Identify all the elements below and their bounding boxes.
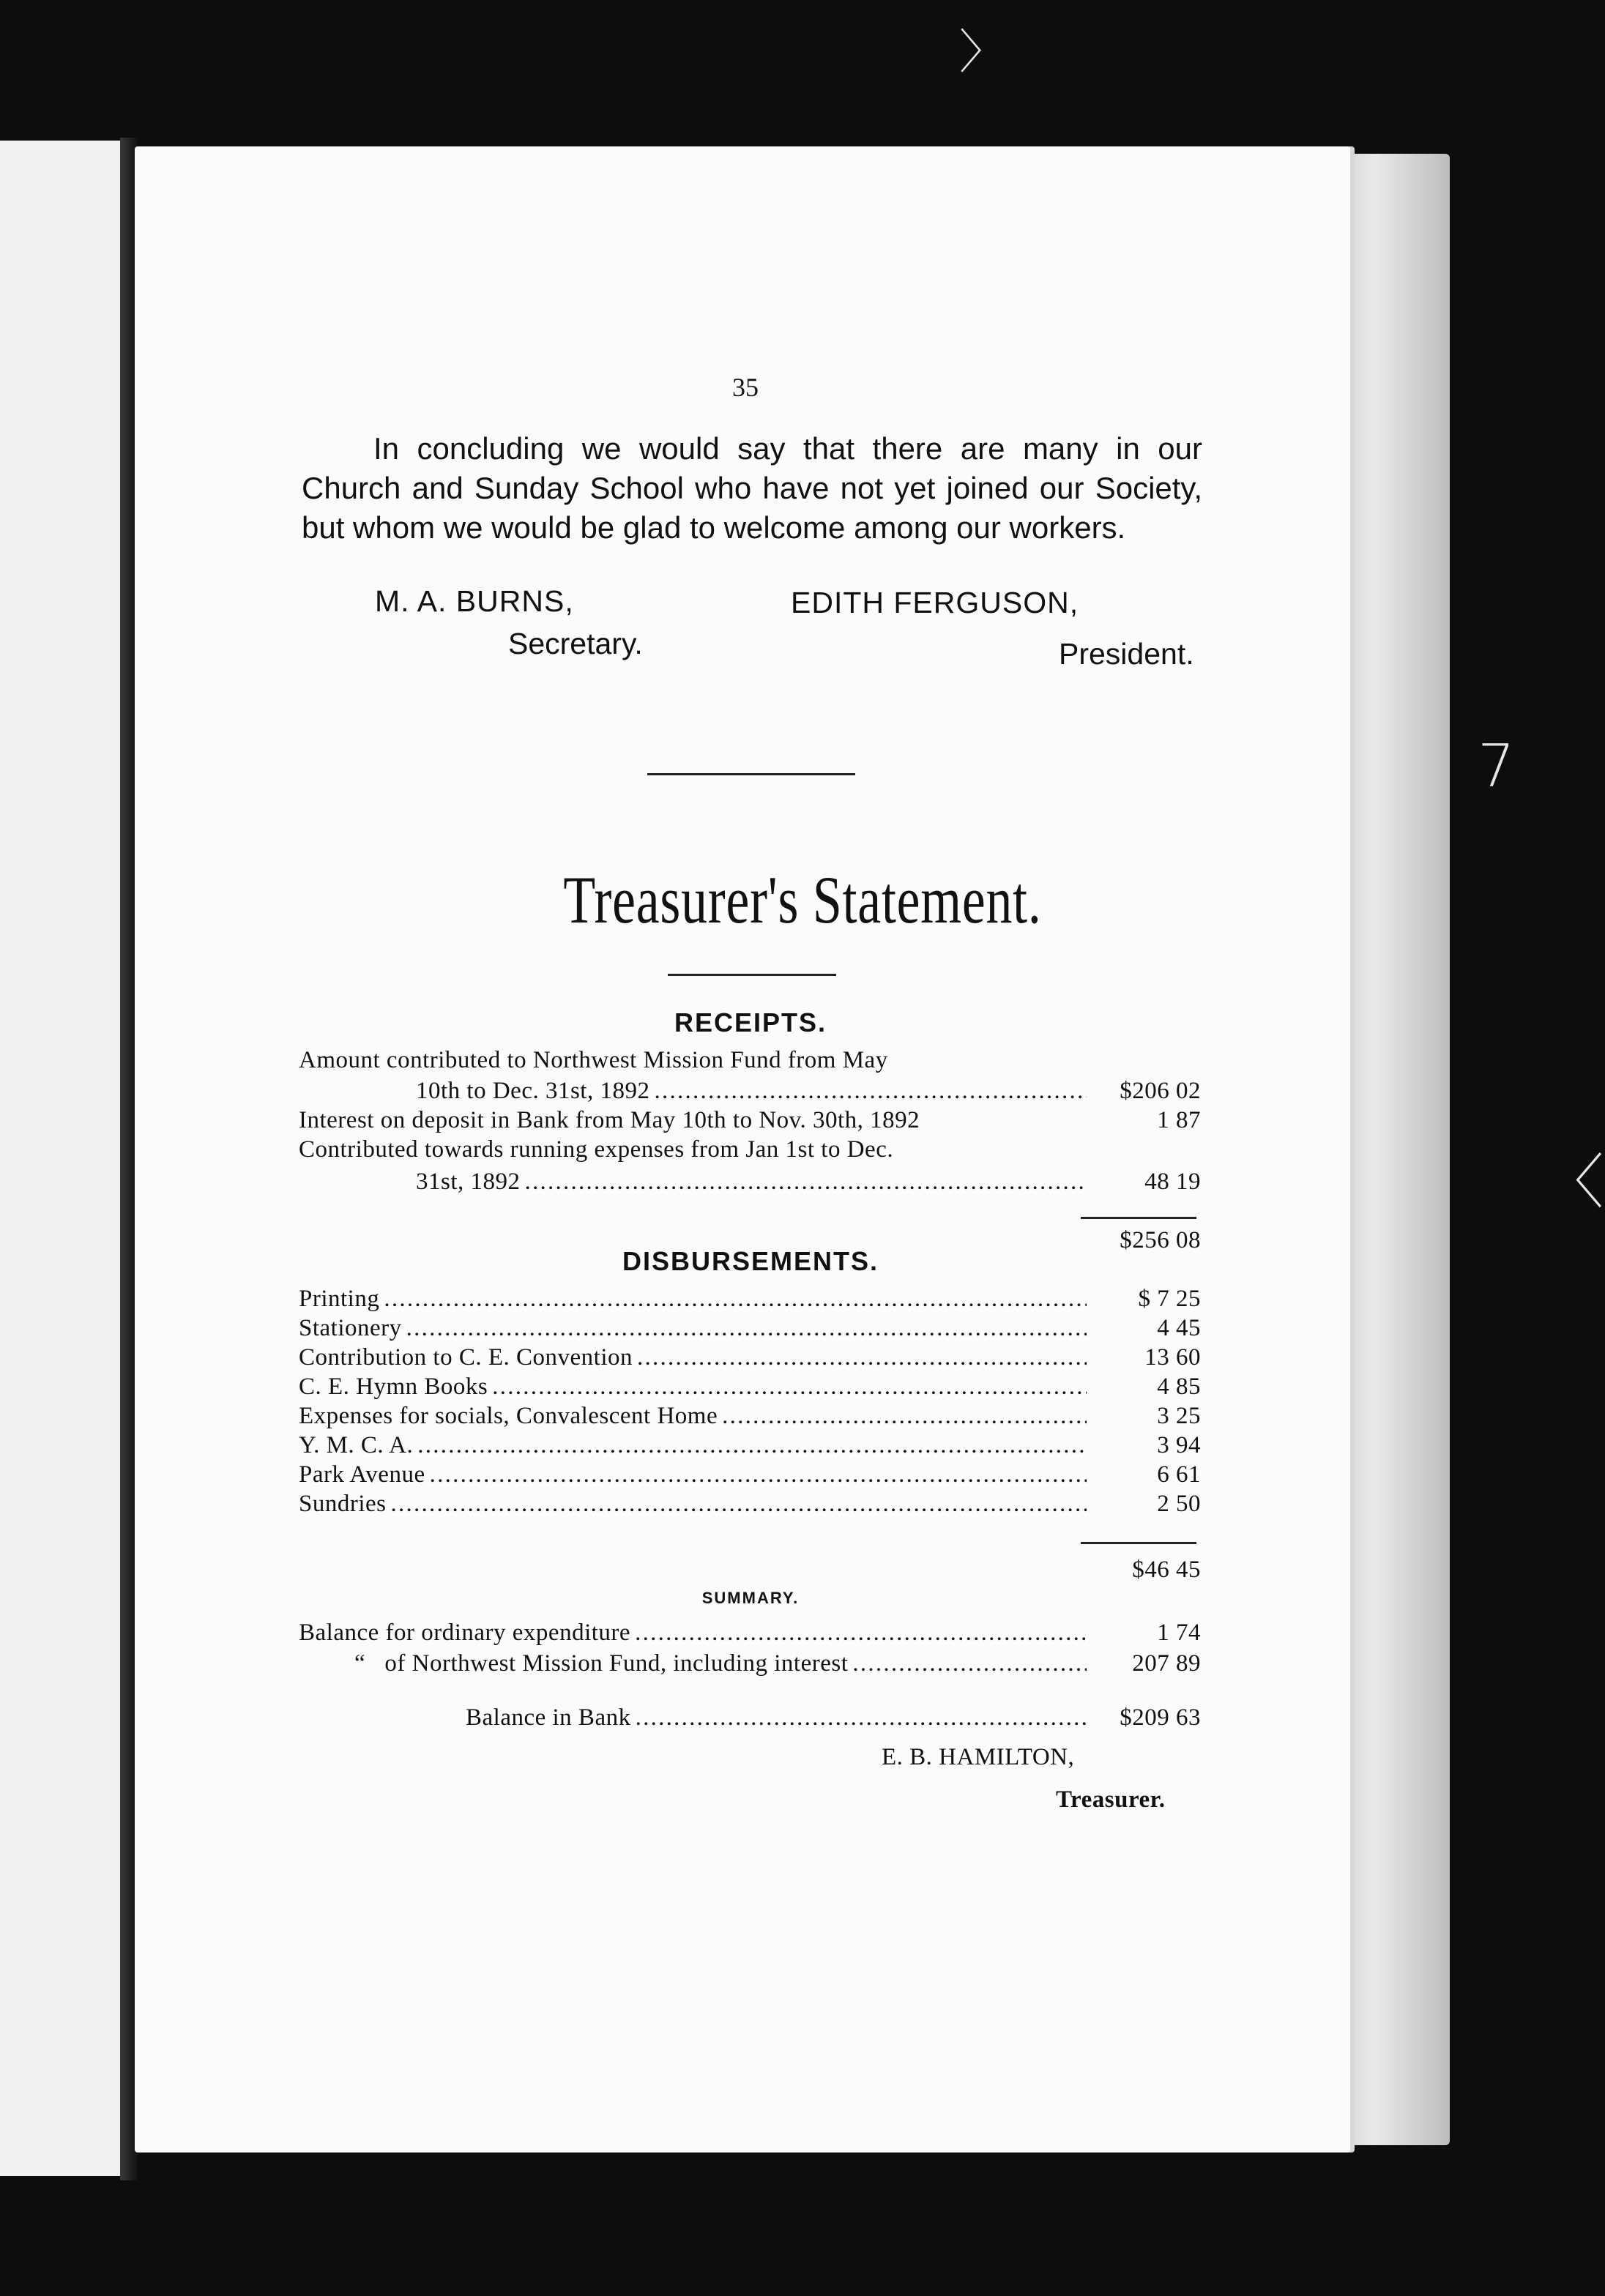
summary-line [299,1620,1201,1649]
disbursement-line [299,1315,1201,1344]
paragraph-line: In concluding we would say that there are many in our [373,431,1202,466]
closing-paragraph [302,429,1202,548]
disbursement-amount: 4 45 [1157,1315,1201,1341]
disbursement-line [299,1374,1201,1403]
summary-amount: 1 74 [1157,1620,1201,1646]
treasurer-title: Treasurer. [1056,1786,1166,1813]
disbursements-total-rule [1081,1542,1196,1544]
receipt-line [299,1078,1201,1107]
summary-heading: SUMMARY. [701,1589,800,1607]
disbursement-line [299,1403,1201,1432]
secretary-name: M. A. BURNS, [375,584,574,618]
disbursement-amount: 3 94 [1157,1432,1201,1458]
receipt-label: Amount contributed to Northwest Mission Fund from May [299,1047,888,1073]
receipt-label: Interest on deposit in Bank from May 10th to Nov. 30th, 1892 [299,1107,920,1133]
section-divider [647,773,855,775]
disbursement-amount: 3 25 [1157,1403,1201,1429]
receipt-line [299,1047,1201,1076]
receipt-line [299,1107,1201,1136]
receipt-line [299,1136,1201,1166]
disbursement-label: Stationery [299,1315,402,1341]
receipt-line [299,1168,1201,1198]
president-title: President. [1059,637,1194,671]
receipt-label-cont: 10th to Dec. 31st, 1892 [416,1078,650,1104]
margin-mark-right-lower: 〈 [1545,1148,1604,1216]
page-number: 35 [732,373,759,402]
summary-line [299,1650,1201,1680]
disbursement-line [299,1461,1201,1491]
balance-label: Balance in Bank [466,1704,631,1731]
title-underline [668,974,836,976]
disbursement-amount: 4 85 [1157,1374,1201,1400]
receipt-label: Contributed towards running expenses from Jan 1st to Dec. [299,1136,894,1163]
secretary-title: Secretary. [508,627,643,660]
balance-amount: $209 63 [1120,1704,1201,1731]
treasurer-name: E. B. HAMILTON, [882,1744,1075,1770]
receipt-amount: 1 87 [1157,1107,1201,1133]
margin-mark-right: 7 [1478,732,1515,800]
disbursements-total: $46 45 [1132,1557,1201,1583]
statement-title: Treasurer's Statement. [563,862,1042,937]
disbursement-label: Printing [299,1286,380,1312]
disbursement-label: Contribution to C. E. Convention [299,1344,633,1371]
receipts-heading: RECEIPTS. [674,1007,827,1037]
receipt-amount: $206 02 [1120,1078,1201,1104]
disbursement-line [299,1286,1201,1315]
disbursement-amount: 6 61 [1157,1461,1201,1488]
disbursement-label: Y. M. C. A. [299,1432,414,1458]
disbursement-line [299,1344,1201,1374]
paragraph-line: Church and Sunday School who have not yet joined our Society, [302,471,1202,505]
disbursements-total-row [299,1557,1201,1586]
disbursement-line [299,1432,1201,1461]
president-name: EDITH FERGUSON, [791,586,1079,619]
disbursement-line [299,1491,1201,1520]
receipt-amount: 48 19 [1144,1168,1201,1195]
receipt-label-cont: 31st, 1892 [416,1168,521,1195]
summary-amount: 207 89 [1132,1650,1201,1677]
summary-label: Balance for ordinary expenditure [299,1620,631,1646]
margin-mark-top: 〉 [959,26,1006,80]
disbursement-amount: $ 7 25 [1138,1286,1201,1312]
disbursement-label: Expenses for socials, Convalescent Home [299,1403,718,1429]
disbursement-label: Park Avenue [299,1461,425,1488]
disbursements-heading: DISBURSEMENTS. [622,1246,879,1276]
balance-row [299,1704,1201,1734]
disbursement-label: Sundries [299,1491,387,1517]
paragraph-line: but whom we would be glad to welcome among our workers. [302,510,1126,545]
disbursement-amount: 13 60 [1144,1344,1201,1371]
summary-label: “ of Northwest Mission Fund, including interest [354,1650,849,1677]
disbursement-amount: 2 50 [1157,1491,1201,1517]
receipts-total: $256 08 [1120,1227,1201,1253]
receipts-total-rule [1081,1217,1196,1219]
disbursement-label: C. E. Hymn Books [299,1374,488,1400]
left-facing-page [0,141,127,2176]
